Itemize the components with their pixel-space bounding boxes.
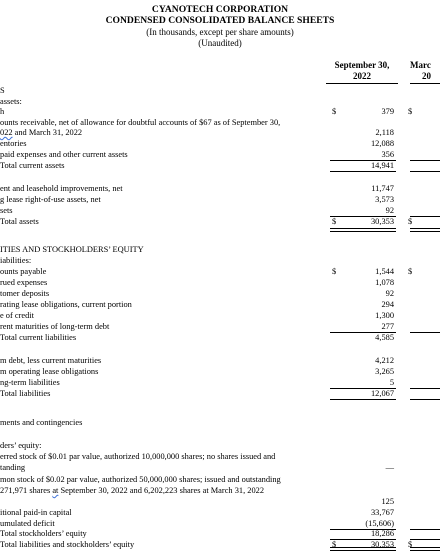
current-assets-label: assets: xyxy=(0,97,22,106)
prepaid-label: paid expenses and other current assets xyxy=(0,150,128,159)
op-lease-current-label: rating lease obligations, current portion xyxy=(0,300,132,309)
common-value: 125 xyxy=(381,497,394,506)
total-current-assets-value: 14,941 xyxy=(370,161,394,170)
current-debt-label: rent maturities of long-term debt xyxy=(0,322,110,331)
prepaid-value: 356 xyxy=(381,150,394,159)
accrued-value: 1,078 xyxy=(375,278,394,287)
line-of-credit-label: e of credit xyxy=(0,311,34,320)
common-shares-rest: September 30, 2022 and 6,202,223 shares at March 31, 2022 xyxy=(58,486,265,495)
total-le-value: 30,353 xyxy=(370,540,394,549)
column-header-mar-line1: Marc xyxy=(410,60,431,70)
other-assets-label: sets xyxy=(0,206,13,215)
ap-label: ounts payable xyxy=(0,267,47,276)
deposits-value: 92 xyxy=(385,289,394,298)
total-le-currency: $ xyxy=(332,540,337,549)
common-shares-count: 271,971 shares xyxy=(0,486,53,495)
other-lt-label: ng-term liabilities xyxy=(0,378,60,387)
total-assets-label: Total assets xyxy=(0,217,39,226)
underline xyxy=(410,160,440,161)
company-name: CYANOTECH CORPORATION xyxy=(151,4,289,15)
liabilities-equity-heading: ITIES AND STOCKHOLDERS’ EQUITY xyxy=(0,245,144,254)
deposits-label: tomer deposits xyxy=(0,289,50,298)
current-liabilities-label: iabilities: xyxy=(0,256,32,265)
common-label-line2 xyxy=(0,486,264,496)
preferred-value: — xyxy=(385,463,394,472)
common-label-line1: mon stock of $0.02 par value, authorized 50,000,000 shares; issued and outstanding xyxy=(0,475,281,484)
ar-value: 2,118 xyxy=(375,128,394,137)
cash-currency: $ xyxy=(332,107,337,116)
ar-label-line1: ounts receivable, net of allowance for doubtful accounts of $67 as of September 30, xyxy=(0,118,281,127)
common-at-word: at xyxy=(52,486,59,495)
rou-label: g lease right-of-use assets, net xyxy=(0,195,101,204)
underline xyxy=(330,399,396,400)
other-lt-value: 5 xyxy=(389,378,394,387)
underline xyxy=(410,332,440,333)
unaudited-note: (Unaudited) xyxy=(198,38,242,48)
underline xyxy=(330,171,396,172)
total-liabilities-equity-label: Total liabilities and stockholders’ equity xyxy=(0,540,135,549)
total-liabilities-value: 12,067 xyxy=(370,389,394,398)
total-equity-value: 18,286 xyxy=(370,529,394,538)
column-header-mar-line2: 20 xyxy=(422,71,431,81)
underline xyxy=(410,388,440,389)
commitments-label: ments and contingencies xyxy=(0,418,83,427)
apic-value: 33,767 xyxy=(370,508,394,517)
column-header-sep-line2: 2022 xyxy=(353,71,371,81)
statement-title: CONDENSED CONSOLIDATED BALANCE SHEETS xyxy=(105,15,335,26)
line-of-credit-value: 1,300 xyxy=(375,311,394,320)
total-assets-value: 30,353 xyxy=(370,217,394,226)
ap-currency-mar: $ xyxy=(408,267,413,276)
total-le-currency-mar: $ xyxy=(408,540,413,549)
column-header-sep-2022 xyxy=(326,60,398,84)
deficit-value: (15,606) xyxy=(365,519,394,528)
double-underline xyxy=(330,228,396,232)
column-header-mar-2022 xyxy=(410,60,440,84)
ar-label-year: 022 xyxy=(0,128,13,137)
total-liabilities-label: Total liabilities xyxy=(0,389,51,398)
ppe-label: ent and leasehold improvements, net xyxy=(0,184,123,193)
cash-label: h xyxy=(0,107,5,116)
accrued-label: rued expenses xyxy=(0,278,48,287)
preferred-label-line2: tanding xyxy=(0,463,26,472)
apic-label: itional paid-in capital xyxy=(0,508,72,517)
column-header-sep-line1: September 30, xyxy=(334,60,390,70)
lt-debt-label: m debt, less current maturities xyxy=(0,356,102,365)
other-assets-value: 92 xyxy=(385,206,394,215)
total-current-liabilities-value: 4,585 xyxy=(375,333,394,342)
cash-currency-mar: $ xyxy=(408,107,413,116)
lt-lease-label: m operating lease obligations xyxy=(0,367,99,376)
ar-label-rest: and March 31, 2022 xyxy=(12,128,83,137)
double-underline xyxy=(410,547,440,551)
op-lease-current-value: 294 xyxy=(381,300,394,309)
units-note: (In thousands, except per share amounts) xyxy=(146,27,294,37)
total-assets-currency-mar: $ xyxy=(408,217,413,226)
inventories-label: entories xyxy=(0,139,27,148)
total-current-assets-label: Total current assets xyxy=(0,161,65,170)
ap-value: 1,544 xyxy=(375,267,394,276)
current-debt-value: 277 xyxy=(381,322,394,331)
lt-lease-value: 3,265 xyxy=(375,367,394,376)
total-equity-label: Total stockholders’ equity xyxy=(0,529,87,538)
rou-value: 3,573 xyxy=(375,195,394,204)
underline xyxy=(410,216,440,217)
total-assets-currency: $ xyxy=(332,217,337,226)
underline xyxy=(410,529,440,530)
underline xyxy=(410,539,440,540)
lt-debt-value: 4,212 xyxy=(375,356,394,365)
ar-label-line2 xyxy=(0,128,82,138)
deficit-label: umulated deficit xyxy=(0,519,55,528)
cash-value: 379 xyxy=(381,107,394,116)
ap-currency: $ xyxy=(332,267,337,276)
double-underline xyxy=(330,547,396,551)
double-underline xyxy=(410,228,440,232)
equity-heading: ders’ equity: xyxy=(0,441,42,450)
ppe-value: 11,747 xyxy=(371,184,394,193)
total-current-liabilities-label: Total current liabilities xyxy=(0,333,77,342)
preferred-label-line1: erred stock of $0.01 par value, authorized 10,000,000 shares; no shares issued and xyxy=(0,452,276,461)
underline xyxy=(410,171,440,172)
assets-heading: S xyxy=(0,86,5,95)
inventories-value: 12,088 xyxy=(370,139,394,148)
underline xyxy=(410,399,440,400)
